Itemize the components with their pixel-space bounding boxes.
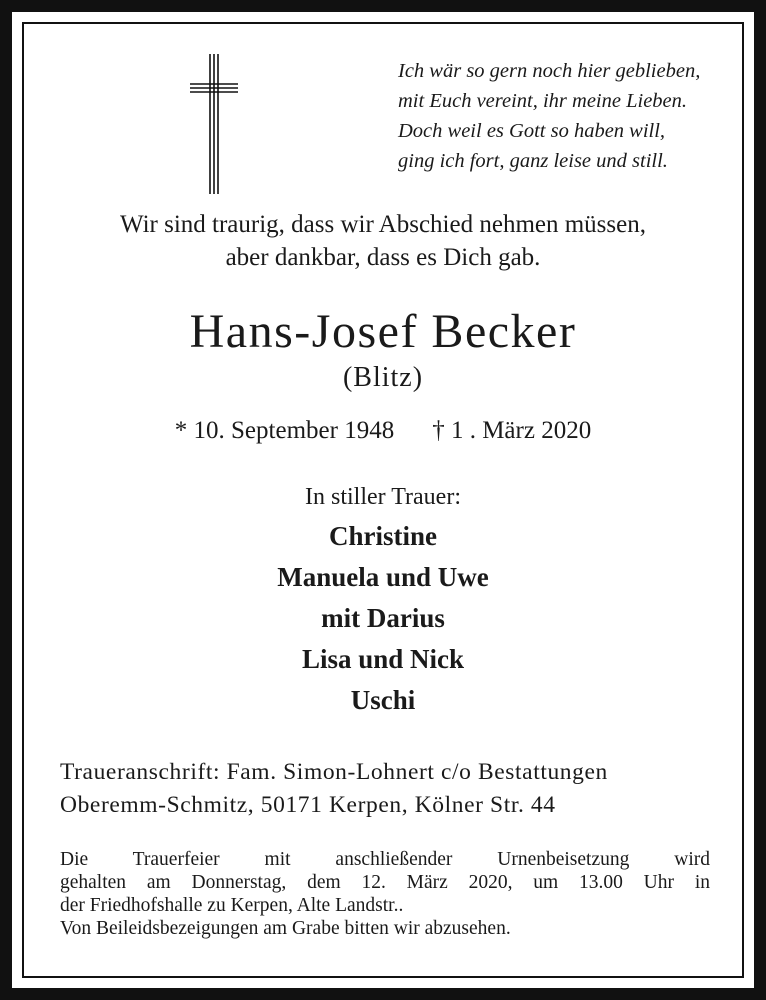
mourner-name: Manuela und Uwe [277, 562, 489, 592]
mourners-list [30, 516, 736, 721]
intro-line: Wir sind traurig, dass wir Abschied nehmen müssen, [120, 211, 646, 238]
birth-date: * 10. September 1948 [174, 417, 395, 444]
address-line: Traueranschrift: Fam. Simon-Lohnert c/o Bestattungen [60, 759, 608, 785]
intro-line: aber dankbar, dass es Dich gab. [225, 244, 541, 271]
mourner-name: Uschi [350, 685, 416, 715]
poem-line: ging ich fort, ganz leise und still. [398, 150, 668, 172]
mourning-address [60, 756, 608, 822]
poem-line: Ich wär so gern noch hier geblieben, [398, 60, 701, 82]
life-dates [30, 414, 736, 448]
service-line: Die Trauerfeier mit anschließender Urnenbeisetzung wird [60, 849, 710, 870]
poem-line: mit Euch vereint, ihr meine Lieben. [398, 90, 688, 112]
cross-icon [190, 54, 238, 194]
mourner-name: Christine [329, 521, 437, 551]
service-line: gehalten am Donnerstag, dem 12. März 2020, um 13.00 Uhr in [60, 872, 710, 893]
mourner-name: Lisa und Nick [301, 644, 465, 674]
intro-text [30, 208, 736, 274]
deceased-name: Hans-Josef Becker [189, 305, 577, 358]
service-notice [60, 848, 710, 940]
deceased-nickname: (Blitz) [342, 362, 424, 393]
death-date: † 1 . März 2020 [432, 417, 592, 444]
mourning-label: In stiller Trauer: [305, 484, 461, 510]
service-line: Von Beileidsbezeigungen am Grabe bitten wir abzusehen. [60, 918, 511, 939]
service-line: der Friedhofshalle zu Kerpen, Alte Landstr.. [60, 895, 404, 916]
poem [398, 56, 728, 176]
poem-line: Doch weil es Gott so haben will, [398, 120, 666, 142]
mourner-name: mit Darius [321, 603, 445, 633]
address-line: Oberemm-Schmitz, 50171 Kerpen, Kölner Str. 44 [60, 792, 556, 818]
